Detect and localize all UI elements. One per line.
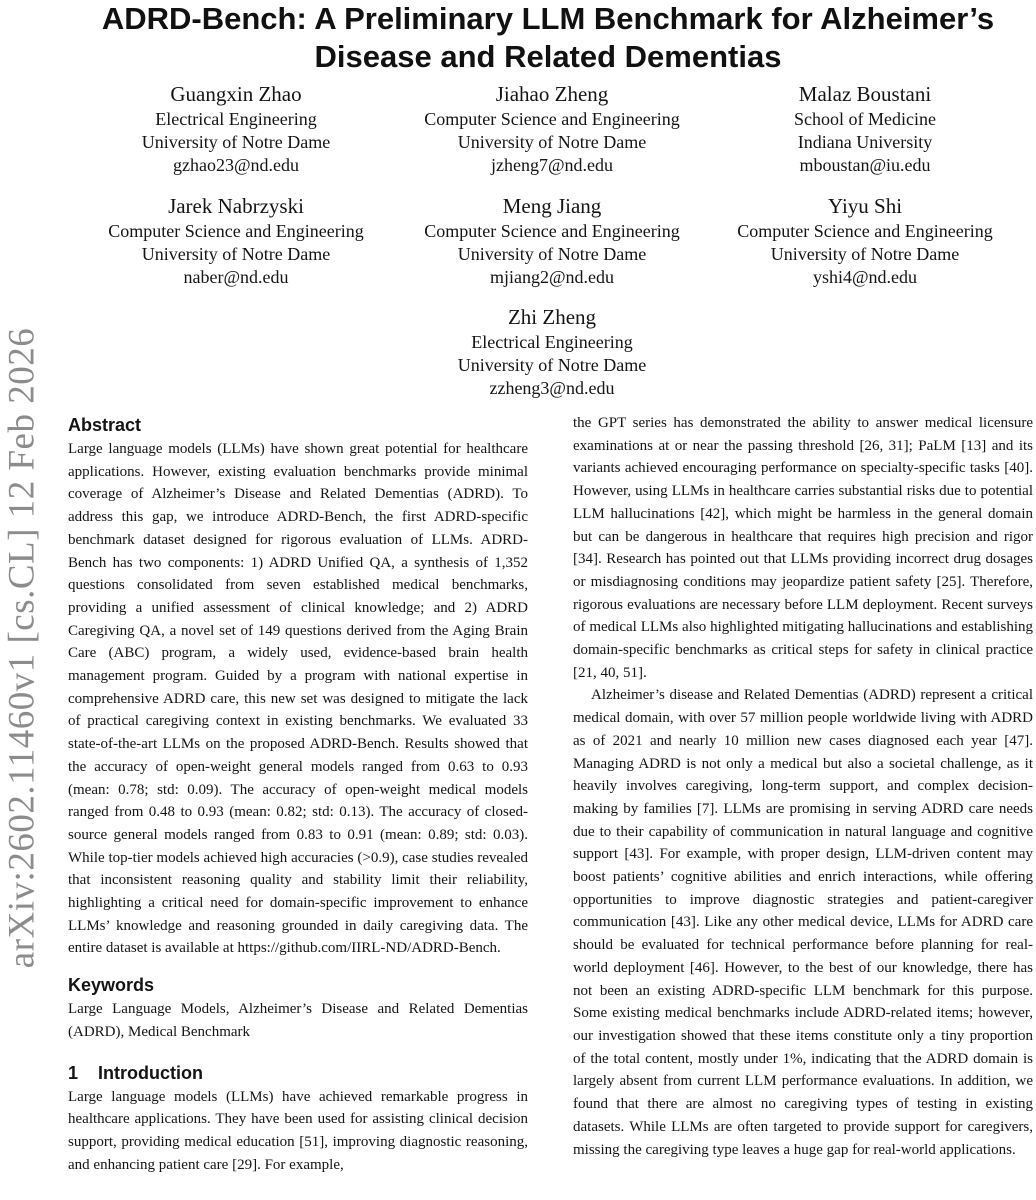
section-title: Introduction (98, 1062, 203, 1083)
author-email: yshi4@nd.edu (812, 267, 918, 287)
abstract-heading: Abstract (68, 415, 142, 435)
introduction-heading (68, 1060, 528, 1086)
author-department: Computer Science and Engineering (737, 221, 993, 241)
author-card (705, 193, 1025, 289)
author-name: Jiahao Zheng (495, 82, 609, 106)
author-email: mboustan@iu.edu (799, 155, 931, 175)
author-institution: University of Notre Dame (457, 355, 647, 375)
author-department: Computer Science and Engineering (108, 221, 364, 241)
author-name: Guangxin Zhao (170, 82, 302, 106)
right-column (573, 412, 1033, 1161)
author-name: Zhi Zheng (507, 305, 597, 329)
introduction-paragraph-2: Alzheimer’s disease and Related Dementias (ADRD) represent a critical medical domain, with over 57 million people worldwide living with ADRD as of 2021 and nearly 10 million new cases diagnosed each year [47]. Managing ADRD is not only a medical but also a societal challenge, as it heavily involves caregiving, long-term support, and complex decision-making by families [7]. LLMs are promising in serving ADRD care needs due to their capability of communication in natural language and cognitive support [43]. For example, with proper design, LLM-driven content may boost patients’ cognitive abilities and enrich interactions, while offering opportunities to improve diagnostic strategies and patient-caregiver communication [43]. Like any other medical device, LLMs for ADRD care should be evaluated for technical performance before planning for real-world deployment [46]. However, to the best of our knowledge, there has not been an existing ADRD-specific LLM benchmark for this purpose. Some existing medical benchmarks include ADRD-related items; however, our investigation showed that these items constitute only a tiny proportion of the total content, mostly under 1%, indicating that the ADRD domain is largely absent from current LLM performance evaluations. In addition, we found that there are almost no caregiving types of testing in existing datasets. While LLMs are often targeted to provide support for caregivers, missing the caregiving type leaves a huge gap for real-world applications. (573, 687, 1033, 1158)
author-department: School of Medicine (794, 109, 936, 129)
author-institution: University of Notre Dame (770, 244, 960, 264)
author-email: jzheng7@nd.edu (490, 155, 614, 175)
author-department: Computer Science and Engineering (424, 221, 680, 241)
author-card (392, 193, 712, 289)
paper-title-line-1: ADRD-Bench: A Preliminary LLM Benchmark for Alzheimer’s (101, 1, 995, 36)
arxiv-stamp-text: arXiv:2602.11460v1 [cs.CL] 12 Feb 2026 (1, 327, 43, 969)
introduction-paragraph-1-end: the GPT series has demonstrated the ability to answer medical licensure examinations at or near the passing threshold [26, 31]; PaLM [13] and its variants achieved encouraging performance on specialty-specific tasks [40]. However, using LLMs in healthcare carries substantial risks due to potential LLM hallucinations [42], which might be harmless in the general domain but can be dangerous in healthcare that requires high precision and rigor [34]. Research has pointed out that LLMs providing incorrect drug dosages or misdiagnosing conditions may jeopardize patient safety [25]. Therefore, rigorous evaluations are necessary before LLM deployment. Recent surveys of medical LLMs also highlighted mitigating hallucinations and establishing domain-specific benchmarks as critical steps for safety in clinical practice [21, 40, 51]. (573, 415, 1033, 681)
author-email: zzheng3@nd.edu (489, 378, 615, 398)
author-email: mjiang2@nd.edu (489, 267, 615, 287)
author-department: Electrical Engineering (155, 109, 317, 129)
keywords-heading: Keywords (68, 975, 155, 996)
author-email: naber@nd.edu (183, 267, 289, 287)
author-card (76, 193, 396, 289)
author-card (705, 81, 1025, 177)
author-institution: Indiana University (797, 132, 933, 152)
author-department: Electrical Engineering (471, 332, 633, 352)
author-card (392, 81, 712, 177)
author-card (76, 81, 396, 177)
author-institution: University of Notre Dame (141, 132, 331, 152)
author-name: Jarek Nabrzyski (168, 194, 304, 218)
section-number: 1 (68, 1062, 79, 1083)
keywords-text: Large Language Models, Alzheimer’s Disease and Related Dementias (ADRD), Medical Benchmark (68, 1001, 528, 1040)
author-name: Malaz Boustani (798, 82, 932, 106)
arxiv-stamp (0, 0, 43, 1200)
author-institution: University of Notre Dame (141, 244, 331, 264)
left-column (68, 412, 528, 1176)
author-name: Meng Jiang (502, 194, 602, 218)
author-card (392, 304, 712, 400)
introduction-paragraph-1-start: Large language models (LLMs) have achieved remarkable progress in healthcare applications. They have been used for assisting clinical decision support, providing medical education [51], improving diagnostic reasoning, and enhancing patient care [29]. For example, (68, 1088, 528, 1173)
author-name: Yiyu Shi (827, 194, 903, 218)
author-institution: University of Notre Dame (457, 244, 647, 264)
paper-title-line-2: Disease and Related Dementias (314, 39, 782, 74)
abstract-text: Large language models (LLMs) have shown great potential for healthcare applications. However, existing evaluation benchmarks provide minimal coverage of Alzheimer’s Disease and Related Dementias (ADRD). To address this gap, we introduce ADRD-Bench, the first ADRD-specific benchmark dataset designed for rigorous evaluation of LLMs. ADRD-Bench has two components: 1) ADRD Unified QA, a synthesis of 1,352 questions consolidated from seven established medical benchmarks, providing a unified assessment of clinical knowledge; and 2) ADRD Caregiving QA, a novel set of 149 questions derived from the Aging Brain Care (ABC) program, a widely used, evidence-based brain health management program. Guided by a program with national expertise in comprehensive ADRD care, this new set was designed to mitigate the lack of practical caregiving context in existing benchmarks. We evaluated 33 state-of-the-art LLMs on the proposed ADRD-Bench. Results showed that the accuracy of open-weight general models ranged from 0.63 to 0.93 (mean: 0.78; std: 0.09). The accuracy of open-weight medical models ranged from 0.48 to 0.93 (mean: 0.82; std: 0.13). The accuracy of closed-source general models ranged from 0.83 to 0.91 (mean: 0.89; std: 0.03). While top-tier models achieved high accuracies (>0.9), case studies revealed that inconsistent reasoning quality and stability limit their reliability, highlighting a critical need for domain-specific improvement to enhance LLMs’ knowledge and reasoning grounded in daily caregiving data. The entire dataset is available at https://github.com/IIRL-ND/ADRD-Bench. (68, 441, 528, 957)
author-institution: University of Notre Dame (457, 132, 647, 152)
author-email: gzhao23@nd.edu (172, 155, 300, 175)
paper-title (60, 0, 1036, 76)
author-department: Computer Science and Engineering (424, 109, 680, 129)
